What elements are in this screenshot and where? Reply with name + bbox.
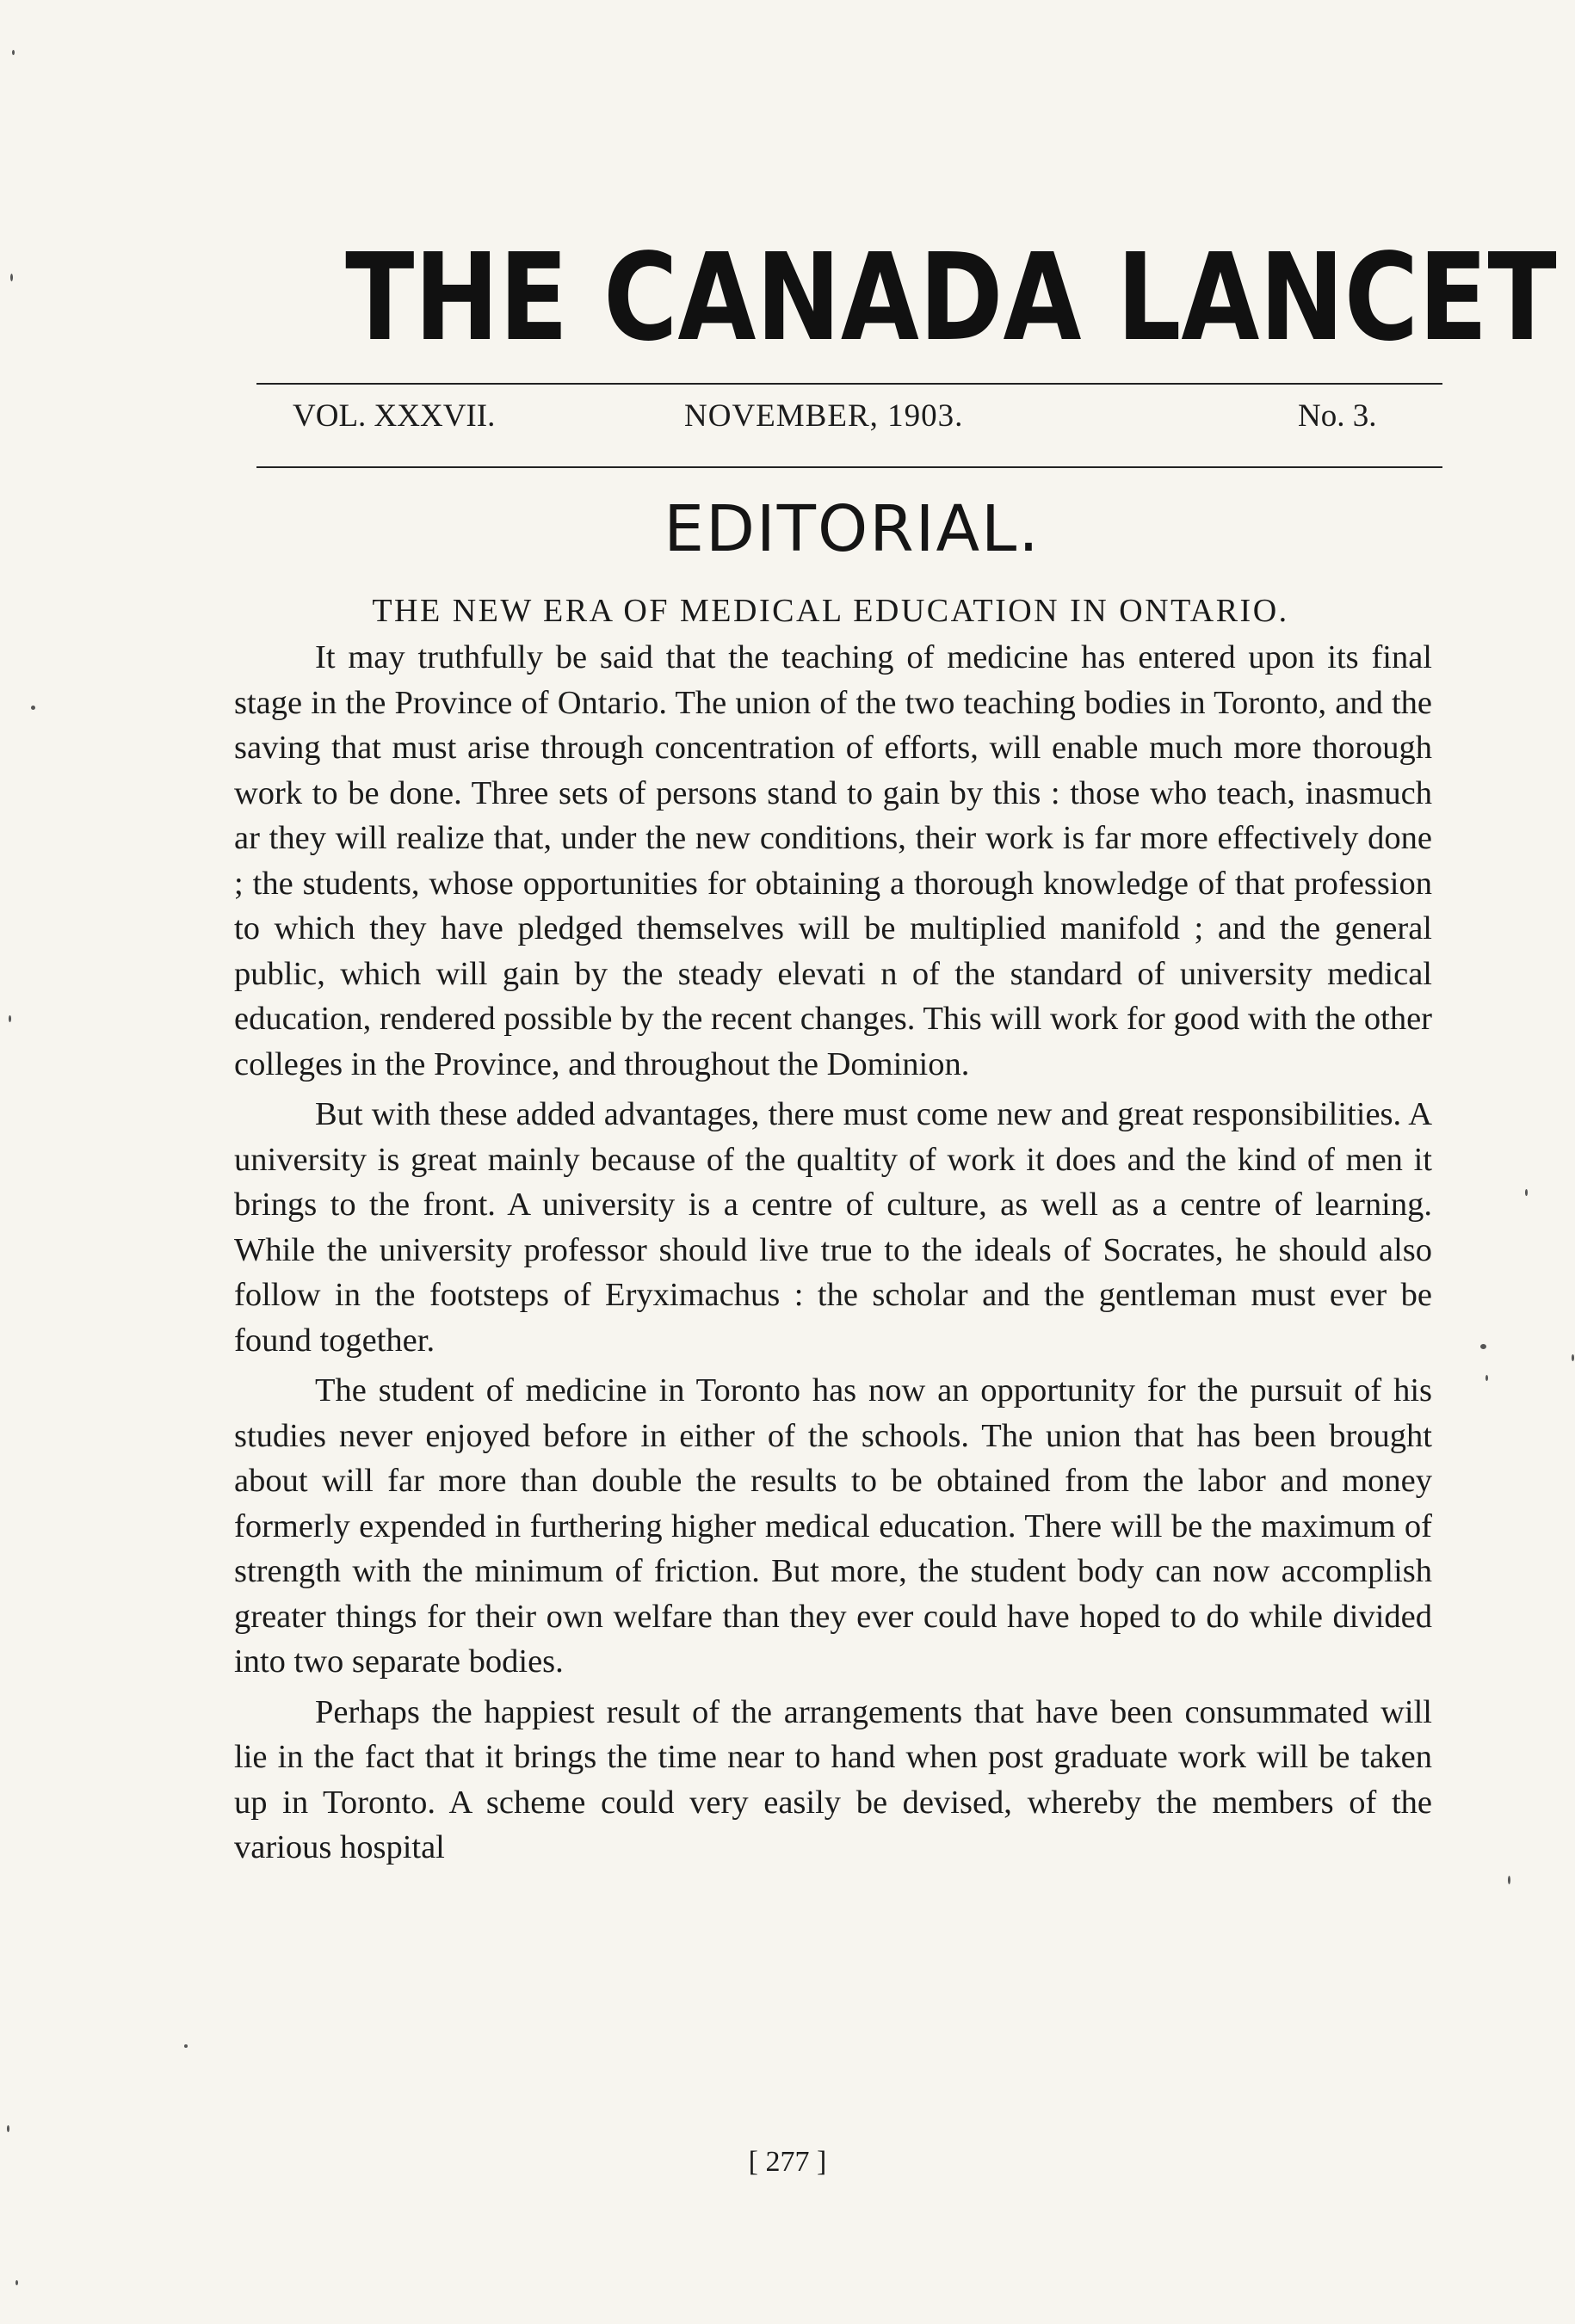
article-paragraph-1: It may truthfully be said that the teaching of medicine has entered upon its final stage in the Province of Ontario. The union of the two teaching bodies in Toronto, and the saving that must arise through concentration of efforts, will enable much more thorough work to be done. Three sets of persons stand to gain by this : those who teach, inasmuch ar they will realize that, under the new conditions, their work is far more effectively done ; the students, whose opportunities for obtaining a thorough knowledge of that profession to which they have pledged themselves will be multiplied manifold ; and the general public, which will gain by the steady elevati n of the standard of university medical education, rendered possible by the recent changes. This will work for good with the other colleges in the Province, and throughout the Dominion. (234, 639, 1432, 1082)
article-paragraph-3: The student of medicine in Toronto has now an opportunity for the pursuit of his studies never enjoyed before in either of the schools. The union that has been brought about will far more than double the results to be obtained from the labor and money formerly expended in furthering higher medical education. There will be the maximum of strength with the minimum of friction. But more, the student body can now accomplish greater things for their own welfare than they ever could have hoped to do while divided into two separate bodies. (234, 1372, 1432, 1680)
scan-speck (184, 2044, 188, 2048)
article-body (234, 635, 1432, 1871)
page-number: [ 277 ] (748, 2146, 827, 2178)
issue-number: No. 3. (1298, 398, 1377, 434)
article-paragraph-4: Perhaps the happiest result of the arrangements that have been consummated will lie in the fact that it brings the time near to hand when post graduate work will be taken up in Toronto. A scheme could very easily be devised, whereby the members of the various hospital (234, 1693, 1432, 1865)
scan-speck (15, 2280, 18, 2285)
scan-speck (31, 706, 35, 710)
section-title: EDITORIAL. (664, 492, 1041, 566)
journal-masthead: THE CANADA LANCET (345, 228, 1557, 368)
scan-speck (1485, 1375, 1488, 1381)
masthead-bottom-rule (256, 466, 1442, 468)
issue-date: NOVEMBER, 1903. (684, 398, 964, 434)
scan-speck (1572, 1354, 1574, 1361)
masthead-top-rule (256, 383, 1442, 385)
article-title: THE NEW ERA OF MEDICAL EDUCATION IN ONTARIO. (372, 593, 1289, 629)
scan-speck (1480, 1344, 1486, 1349)
scan-speck (12, 50, 15, 55)
scan-speck (10, 274, 13, 281)
article-paragraph-2: But with these added advantages, there must come new and great responsibilities. A university is great mainly because of the qualtity of work it does and the kind of men it brings to the front. A university is a centre of culture, as well as a centre of learning. While the university professor should live true to the ideals of Socrates, he should also follow in the footsteps of Eryximachus : the scholar and the gentleman must ever be found together. (234, 1096, 1432, 1359)
scan-speck (7, 2125, 9, 2132)
volume-label: VOL. XXXVII. (293, 398, 496, 434)
scan-speck (9, 1015, 11, 1022)
scan-speck (1508, 1876, 1510, 1884)
scan-speck (1525, 1189, 1528, 1196)
